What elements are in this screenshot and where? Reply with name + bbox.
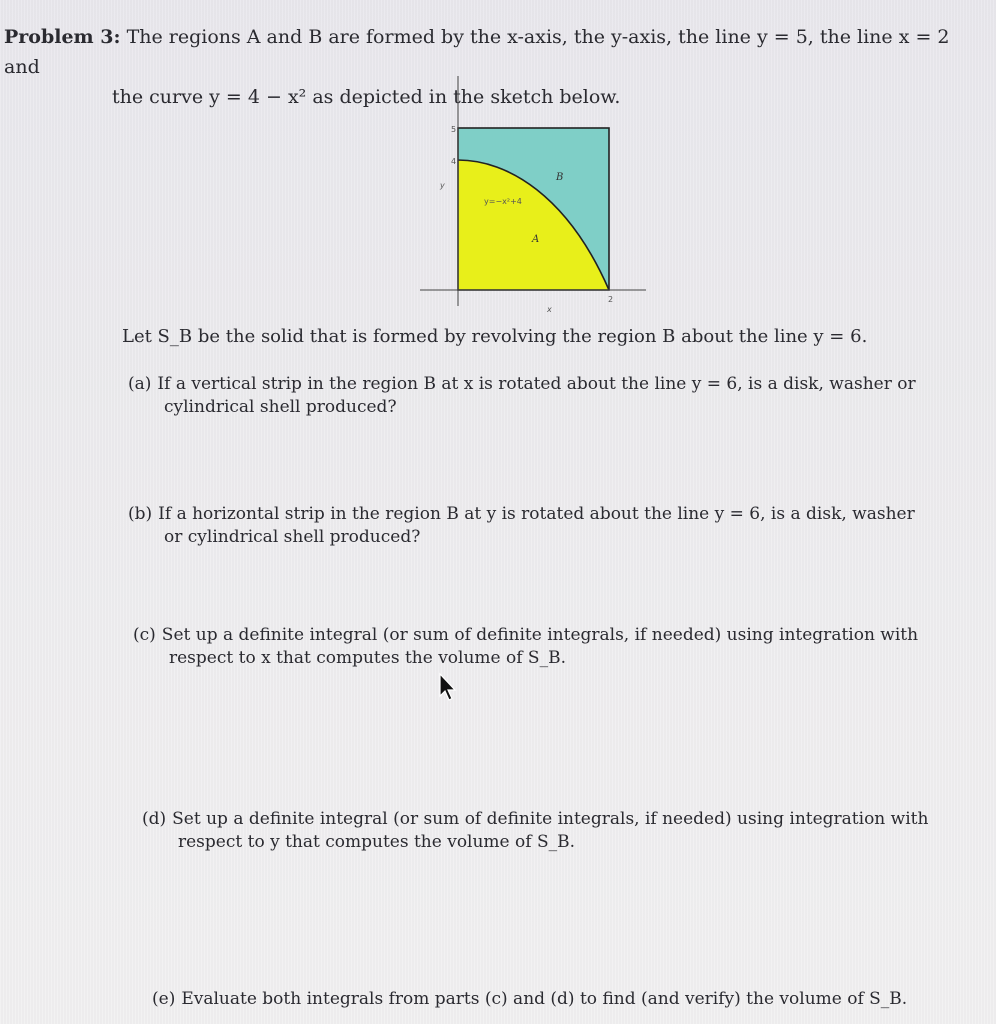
part-e-tag: (e) bbox=[152, 989, 176, 1009]
solid-definition: Let S_B be the solid that is formed by revolving the region B about the line y = 6. bbox=[122, 326, 868, 347]
part-c-tag: (c) bbox=[133, 625, 156, 645]
y-axis-label: y bbox=[440, 181, 445, 190]
part-d-line-1: Set up a definite integral (or sum of definite integrals, if needed) using integration with bbox=[172, 809, 929, 829]
part-e-line-1: Evaluate both integrals from parts (c) and (d) to find (and verify) the volume of S_B. bbox=[181, 989, 908, 1009]
region-sketch bbox=[418, 76, 650, 312]
x-axis-label: x bbox=[547, 305, 552, 312]
y-tick-4: 4 bbox=[451, 157, 457, 166]
part-d-line-2: respect to y that computes the volume of S_B. bbox=[178, 832, 575, 852]
region-b-label: B bbox=[556, 172, 564, 183]
region-a-label: A bbox=[532, 234, 540, 245]
problem-line-2: the curve y = 4 − x² as depicted in the sketch below. bbox=[112, 86, 621, 108]
part-b-tag: (b) bbox=[128, 504, 153, 524]
part-a bbox=[128, 373, 928, 419]
part-a-tag: (a) bbox=[128, 374, 152, 394]
part-b bbox=[128, 503, 928, 549]
x-tick-2: 2 bbox=[608, 295, 614, 304]
part-b-line-2: or cylindrical shell produced? bbox=[164, 527, 421, 547]
part-d-tag: (d) bbox=[142, 809, 167, 829]
part-b-line-1: If a horizontal strip in the region B at y is rotated about the line y = 6, is a disk, washer bbox=[158, 504, 915, 524]
mouse-pointer-icon bbox=[438, 672, 458, 702]
part-e bbox=[152, 988, 952, 1011]
part-c bbox=[133, 624, 933, 670]
problem-line-1: The regions A and B are formed by the x-axis, the y-axis, the line y = 5, the line x = 2 and bbox=[4, 26, 950, 78]
problem-label: Problem 3: bbox=[4, 26, 121, 48]
part-a-line-2: cylindrical shell produced? bbox=[164, 397, 397, 417]
part-c-line-2: respect to x that computes the volume of S_B. bbox=[169, 648, 566, 668]
y-tick-5: 5 bbox=[451, 125, 457, 134]
part-a-line-1: If a vertical strip in the region B at x is rotated about the line y = 6, is a disk, washer or bbox=[157, 374, 916, 394]
curve-label: y=−x²+4 bbox=[484, 197, 522, 206]
part-c-line-1: Set up a definite integral (or sum of definite integrals, if needed) using integration with bbox=[161, 625, 919, 645]
part-d bbox=[142, 808, 942, 854]
